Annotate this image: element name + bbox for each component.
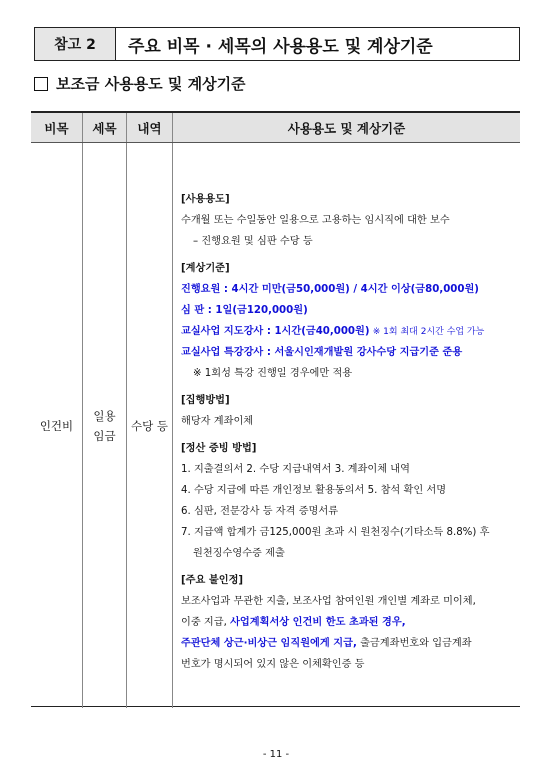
calc-line-5: ※ 1회성 특강 진행일 경우에만 적용	[193, 368, 353, 379]
inv-line-2	[181, 616, 520, 630]
inv-line-3	[181, 637, 520, 651]
appendix-title: 주요 비목 · 세목의 사용용도 및 계상기준	[128, 36, 433, 57]
inv-line-3b: 출금계좌번호와 입금계좌	[356, 638, 472, 649]
inv-line-2a: 이중 지급,	[181, 617, 231, 628]
calc-heading: [계상기준]	[181, 263, 230, 274]
proof-line-3: 6. 심판, 전문강사 등 자격 증명서류	[181, 506, 339, 517]
cell-semok	[83, 143, 127, 708]
cell-naeyeok: 수당 등	[127, 143, 173, 708]
usage-line-2: – 진행요원 및 심판 수당 등	[193, 236, 313, 247]
inv-line-2b: 사업계획서상 인건비 한도 초과된 경우,	[230, 617, 406, 628]
usage-line-1: 수개월 또는 수일동안 일용으로 고용하는 임시직에 대한 보수	[181, 215, 450, 226]
proof-line-4: 7. 지급액 합계가 금125,000원 초과 시 원천징수(기타소득 8.8%) 후	[181, 527, 490, 538]
calc-line-2: 심 판 : 1일(금120,000원)	[181, 305, 308, 316]
table-header-row	[31, 113, 520, 143]
column-header-naeyeok: 내역	[127, 113, 173, 142]
budget-table	[31, 111, 520, 707]
cell-criteria	[173, 143, 520, 708]
calc-line-4: 교실사업 특강강사 : 서울시인재개발원 강사수당 지급기준 준용	[181, 347, 463, 358]
proof-heading: [정산 증빙 방법]	[181, 443, 257, 454]
calc-line-1: 진행요원 : 4시간 미만(금50,000원) / 4시간 이상(금80,000원)	[181, 284, 479, 295]
usage-heading: [사용용도]	[181, 194, 230, 205]
proof-line-2: 4. 수당 지급에 따른 개인정보 활용동의서 5. 참석 확인 서명	[181, 485, 447, 496]
calc-line-3	[181, 325, 520, 339]
proof-line-1: 1. 지출결의서 2. 수당 지급내역서 3. 계좌이체 내역	[181, 464, 410, 475]
proof-line-5: 원천징수영수증 제출	[193, 548, 285, 559]
appendix-header	[34, 27, 520, 61]
cell-bimok: 인건비	[31, 143, 83, 708]
column-header-criteria: 사용용도 및 계상기준	[287, 120, 406, 136]
exec-heading: [집행방법]	[181, 395, 230, 406]
table-row	[31, 143, 520, 708]
page-number: - 11 -	[262, 749, 290, 760]
inv-line-3a: 주관단체 상근·비상근 임직원에게 지급,	[181, 638, 357, 649]
inv-heading: [주요 불인정]	[181, 575, 244, 586]
column-header-bimok: 비목	[31, 113, 83, 142]
calc-line-3-text: 교실사업 지도강사 : 1시간(금40,000원)	[181, 326, 370, 337]
cell-semok-line-1: 일용	[93, 408, 116, 423]
checkbox-square-icon	[34, 77, 48, 91]
calc-line-3-note: ※ 1회 최대 2시간 수업 가능	[372, 327, 485, 337]
inv-line-1: 보조사업과 무관한 지출, 보조사업 참여인원 개인별 계좌로 미이체,	[181, 596, 476, 607]
cell-semok-line-2: 임금	[93, 428, 116, 443]
exec-line-1: 해당자 계좌이체	[181, 416, 254, 427]
column-header-semok: 세목	[83, 113, 127, 142]
appendix-tag: 참고 2	[35, 28, 116, 60]
inv-line-4: 번호가 명시되어 있지 않은 이체확인증 등	[181, 659, 365, 670]
section-heading	[34, 73, 246, 94]
section-title: 보조금 사용용도 및 계상기준	[56, 75, 246, 93]
